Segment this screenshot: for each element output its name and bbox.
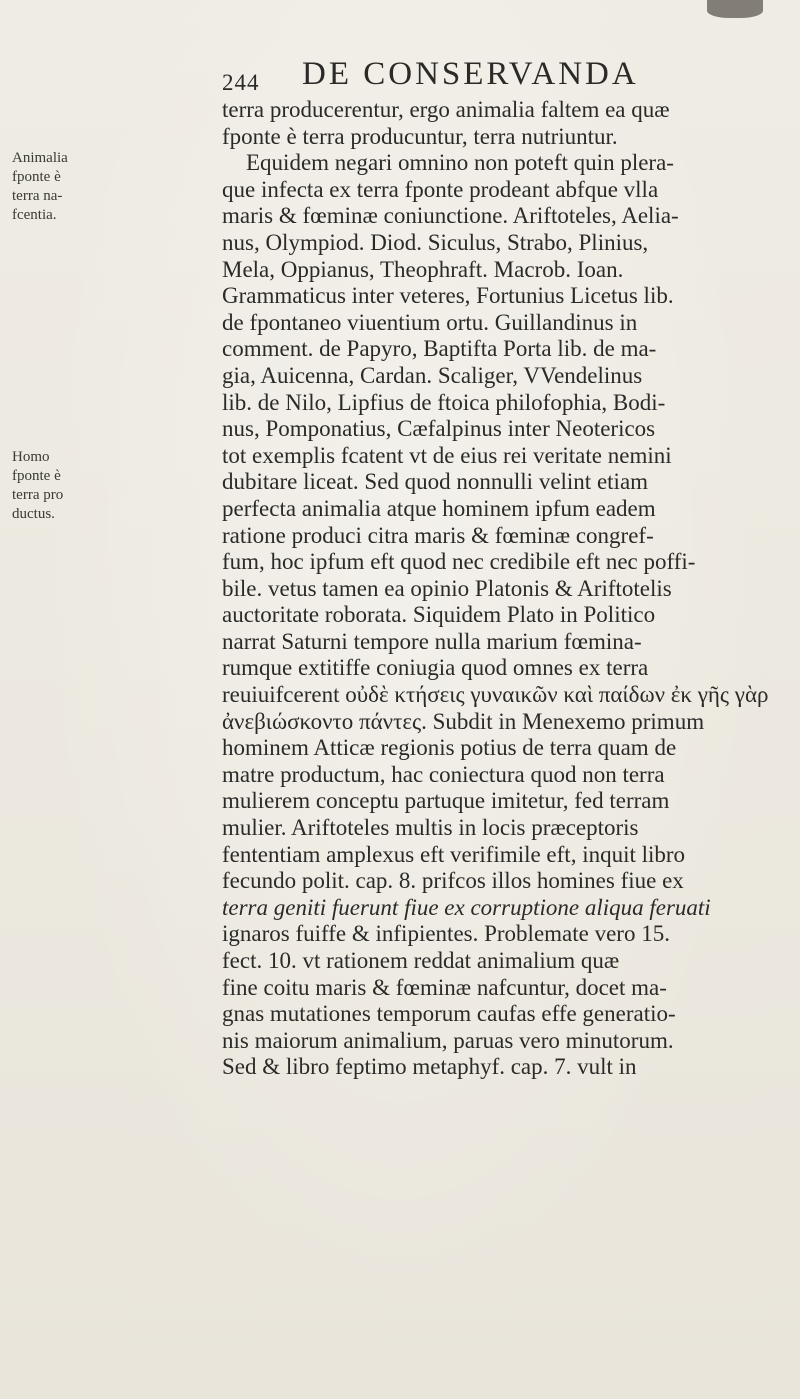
- text-line: mulierem conceptu partuque imitetur, fed terram: [222, 788, 670, 814]
- text-line: gia, Auicenna, Cardan. Scaliger, VVendelinus: [222, 362, 643, 388]
- page-header: [222, 52, 782, 98]
- text-line: nis maiorum animalium, paruas vero minutorum.: [222, 1027, 674, 1053]
- page-number: 244: [222, 70, 260, 95]
- text-line: fum, hoc ipfum eft quod nec credibile eft nec poffi-: [222, 549, 696, 575]
- margin-note-homo: [12, 448, 110, 524]
- greek-text-line: reuiuifcerent οὐδὲ κτήσεις γυναικῶν καὶ παίδων ἐκ γῆς γὰρ: [222, 682, 769, 708]
- text-line: matre productum, hac coniectura quod non terra: [222, 761, 665, 787]
- text-line: nus, Olympiod. Diod. Siculus, Strabo, Plinius,: [222, 229, 649, 255]
- text-line: bile. vetus tamen ea opinio Platonis & Ariftotelis: [222, 575, 672, 601]
- text-line: Sed & libro feptimo metaphyf. cap. 7. vult in: [222, 1054, 637, 1080]
- text-line: tot exemplis fcatent vt de eius rei veritate nemini: [222, 442, 672, 468]
- text-line: gnas mutationes temporum caufas effe generatio-: [222, 1001, 676, 1027]
- text-line: maris & fœminæ coniunctione. Ariftoteles, Aelia-: [222, 203, 679, 229]
- text-line: fect. 10. vt rationem reddat animalium quæ: [222, 948, 620, 973]
- text-line: que infecta ex terra fponte prodeant abfque vlla: [222, 176, 659, 202]
- text-line: Mela, Oppianus, Theophraft. Macrob. Ioan.: [222, 256, 624, 282]
- text-line: auctoritate roborata. Siquidem Plato in Politico: [222, 602, 656, 628]
- text-line: fponte è terra producuntur, terra nutriuntur.: [222, 123, 618, 149]
- text-line: Grammaticus inter veteres, Fortunius Licetus lib.: [222, 283, 674, 309]
- margin-note-line: fponte è: [12, 468, 61, 484]
- text-line: dubitare liceat. Sed quod nonnulli velint etiam: [222, 469, 649, 495]
- margin-note-line: Homo: [12, 449, 50, 465]
- text-line: perfecta animalia atque hominem ipfum eadem: [222, 495, 656, 521]
- margin-note-line: fcentia.: [12, 207, 57, 223]
- text-line: terra producerentur, ergo animalia faltem ea quæ: [222, 97, 670, 122]
- running-head: DE CONSERVANDA: [302, 56, 639, 92]
- text-line: ratione produci citra maris & fœminæ congref-: [222, 522, 654, 548]
- text-line: narrat Saturni tempore nulla marium fœmina-: [222, 628, 642, 654]
- text-line: mulier. Ariftoteles multis in locis præceptoris: [222, 815, 639, 841]
- margin-note-line: Animalia: [12, 150, 68, 166]
- text-line: fententiam amplexus eft verifimile eft, inquit libro: [222, 841, 686, 867]
- text-line: nus, Pomponatius, Cæfalpinus inter Neotericos: [222, 416, 656, 442]
- text-line: hominem Atticæ regionis potius de terra quam de: [222, 735, 677, 761]
- margin-note-line: ductus.: [12, 506, 55, 522]
- page-corner-stain: [707, 0, 763, 18]
- margin-note-animalia: [12, 149, 110, 225]
- text-line: fine coitu maris & fœminæ nafcuntur, docet ma-: [222, 974, 667, 1000]
- text-line: comment. de Papyro, Baptifta Porta lib. de ma-: [222, 336, 657, 362]
- text-line: de fpontaneo viuentium ortu. Guillandinus in: [222, 309, 638, 335]
- margin-note-line: terra na-: [12, 188, 63, 204]
- margin-note-line: fponte è: [12, 169, 61, 185]
- italic-text-line: terra geniti fuerunt fiue ex corruptione aliqua feruati: [222, 894, 711, 920]
- text-line: Equidem negari omnino non poteft quin plera-: [246, 150, 674, 176]
- text-line: rumque extitiffe coniugia quod omnes ex terra: [222, 655, 649, 681]
- margin-note-line: terra pro: [12, 487, 64, 503]
- text-line: lib. de Nilo, Lipfius de ftoica philofophia, Bodi-: [222, 389, 666, 415]
- body-text: [222, 97, 792, 1081]
- text-line: fecundo polit. cap. 8. prifcos illos homines fiue ex: [222, 868, 684, 894]
- text-line: ignaros fuiffe & infipientes. Problemate vero 15.: [222, 921, 670, 947]
- greek-text-line: ἀνεβιώσκοντο πάντες. Subdit in Menexemo primum: [222, 708, 705, 734]
